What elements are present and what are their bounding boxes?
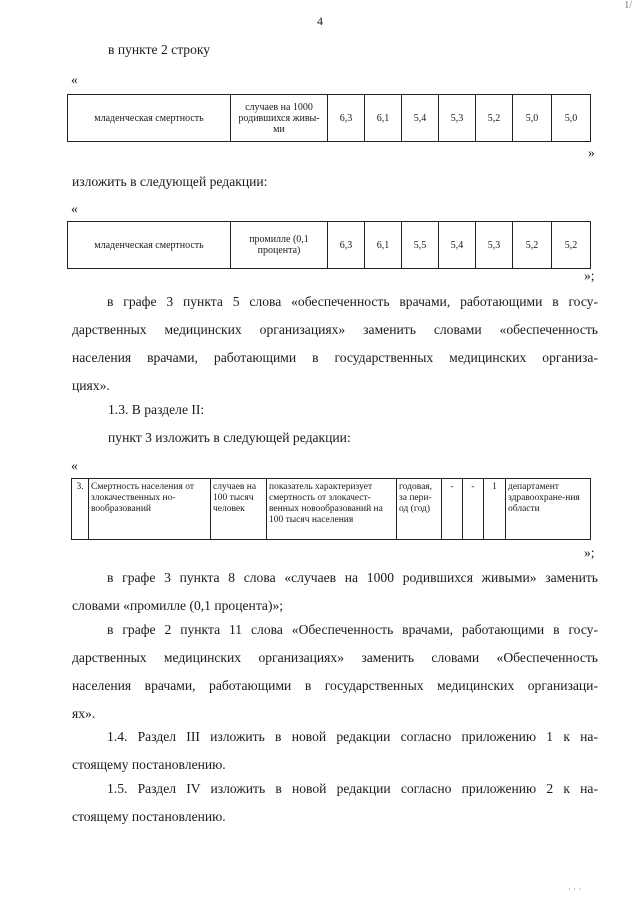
text-line: стоящему постановлению. — [72, 757, 226, 772]
value-cell: 5,2 — [552, 222, 591, 269]
unit-cell: случаев на 1000 родившихся живы-ми — [231, 95, 328, 142]
text-line: 1.5. Раздел IV изложить в новой редакции согласно приложению 2 к на- — [107, 781, 598, 796]
value-cell: 5,2 — [513, 222, 552, 269]
text-line: дарственных медицинских организациях» заменить словами «обеспеченность — [72, 322, 598, 337]
bottom-mark: · · · — [568, 884, 582, 894]
unit-cell: промилле (0,1 процента) — [231, 222, 328, 269]
unit-cell: случаев на 100 тысяч человек — [211, 479, 267, 540]
text-line: циях». — [72, 378, 110, 393]
paragraph-graph3-item8 — [72, 568, 598, 616]
value-cell: 5,3 — [476, 222, 513, 269]
table-row — [72, 479, 591, 540]
text-line: дарственных медицинских организациях» заменить словами «Обеспеченность — [72, 650, 598, 665]
text-line: населения врачами, работающими в государственных медицинских организаци- — [72, 678, 598, 693]
text-line: словами «промилле (0,1 процента)»; — [72, 598, 284, 613]
text-line: в графе 2 пункта 11 слова «Обеспеченность врачами, работающими в госу- — [107, 622, 598, 637]
paragraph-intro: в пункте 2 строку — [108, 42, 211, 57]
indicator-cell: младенческая смертность — [68, 95, 231, 142]
quote-open-2: « — [71, 201, 78, 216]
value-cell: 5,4 — [402, 95, 439, 142]
page-number: 4 — [317, 14, 323, 28]
text-line: в графе 3 пункта 8 слова «случаев на 1000 родившихся живыми» заменить — [107, 570, 598, 585]
corner-mark: 1/ — [624, 0, 632, 11]
paragraph-new-edition: изложить в следующей редакции: — [72, 174, 268, 189]
value-cell: 5,2 — [476, 95, 513, 142]
text-line: населения врачами, работающими в государственных медицинских организа- — [72, 350, 598, 365]
dash-cell: - — [463, 479, 484, 540]
table-old-infant-mortality — [67, 94, 591, 142]
dash-cell: - — [442, 479, 463, 540]
table-row — [68, 95, 591, 142]
text-line: стоящему постановлению. — [72, 809, 226, 824]
table-cancer-mortality — [71, 478, 591, 540]
value-cell: 6,1 — [365, 222, 402, 269]
value-cell: 5,0 — [552, 95, 591, 142]
table-new-infant-mortality — [67, 221, 591, 269]
paragraph-graph2-item11 — [72, 620, 598, 724]
quote-close-3: »; — [584, 545, 595, 560]
text-line: 1.4. Раздел III изложить в новой редакции согласно приложению 1 к на- — [107, 729, 598, 744]
quote-close-1: » — [588, 145, 595, 160]
quote-close-2: »; — [584, 268, 595, 283]
value-cell: 6,3 — [328, 222, 365, 269]
paragraph-section-4 — [72, 779, 598, 827]
value-cell: 6,3 — [328, 95, 365, 142]
paragraph-section-3 — [72, 727, 598, 775]
paragraph-section-2: 1.3. В разделе II: — [108, 402, 205, 417]
paragraph-item3-new: пункт 3 изложить в следующей редакции: — [108, 430, 351, 445]
description-cell: показатель характеризует смертность от злокачест-венных новообразований на 100 тысяч населения — [267, 479, 397, 540]
quote-open-3: « — [71, 458, 78, 473]
text-line: в графе 3 пункта 5 слова «обеспеченность врачами, работающими в госу- — [107, 294, 598, 309]
value-cell: 5,4 — [439, 222, 476, 269]
quote-open-1: « — [71, 72, 78, 87]
indicator-cell: Смертность населения от злокачественных но-вообразований — [89, 479, 211, 540]
value-cell: 5,0 — [513, 95, 552, 142]
period-cell: годовая, за пери-од (год) — [397, 479, 442, 540]
num-cell: 3. — [72, 479, 89, 540]
value-cell: 5,5 — [402, 222, 439, 269]
value-cell: 5,3 — [439, 95, 476, 142]
text-line: ях». — [72, 706, 96, 721]
table-row — [68, 222, 591, 269]
indicator-cell: младенческая смертность — [68, 222, 231, 269]
paragraph-graph3-item5 — [72, 292, 598, 396]
responsible-cell: департамент здравоохране-ния области — [506, 479, 591, 540]
value-cell: 6,1 — [365, 95, 402, 142]
value-cell: 1 — [484, 479, 506, 540]
